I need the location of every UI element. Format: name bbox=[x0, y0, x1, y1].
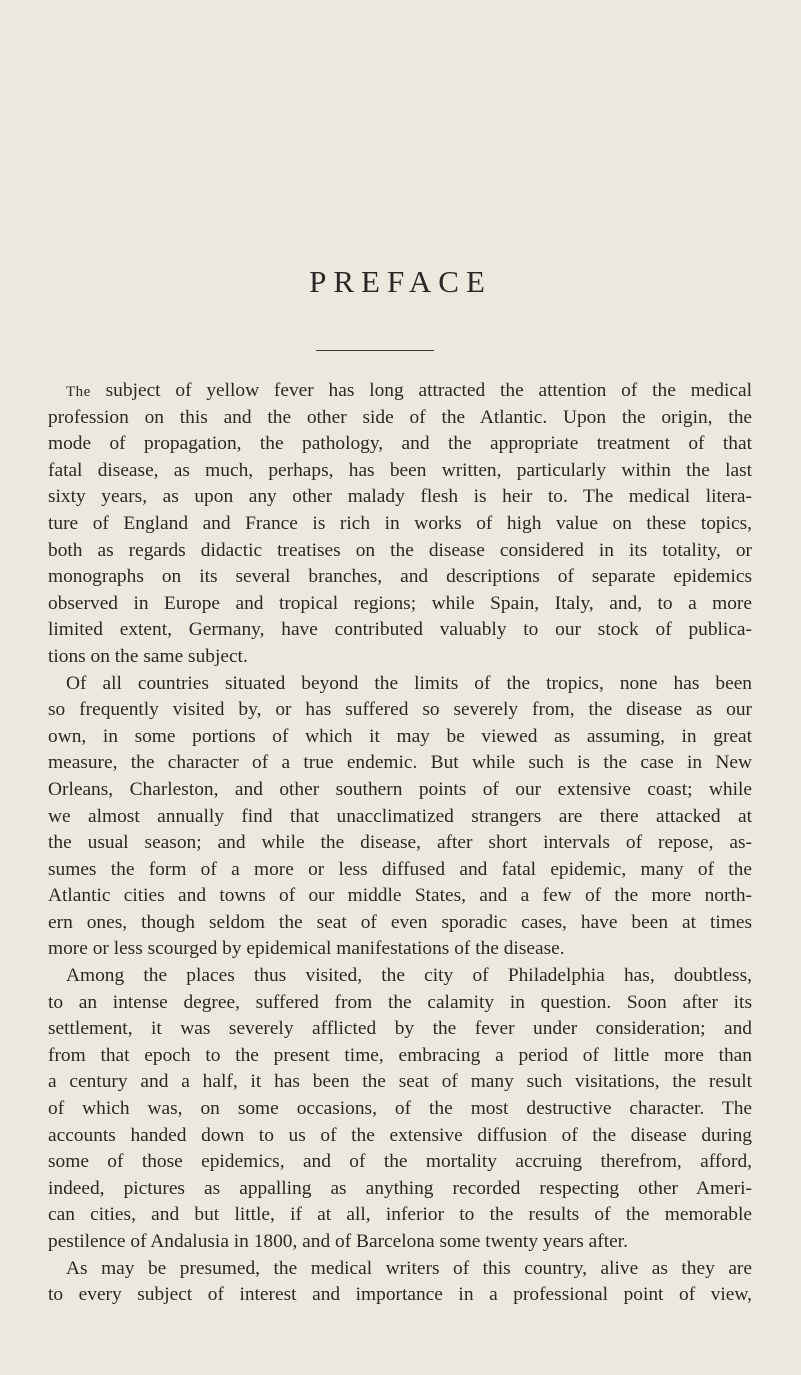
text-line: some of those epidemics, and of the mortality accruing therefrom, afford, bbox=[48, 1151, 752, 1173]
text-line: observed in Europe and tropical regions; while Spain, Italy, and, to a more bbox=[48, 592, 752, 614]
page-title: PREFACE bbox=[309, 264, 492, 299]
text-line: indeed, pictures as appalling as anything recorded respecting other Ameri- bbox=[48, 1177, 752, 1199]
text-line: As may be presumed, the medical writers of this country, alive as they are bbox=[66, 1257, 752, 1279]
text-line: monographs on its several branches, and descriptions of separate epidemics bbox=[48, 566, 752, 588]
text-line: pestilence of Andalusia in 1800, and of Barcelona some twenty years after. bbox=[48, 1231, 628, 1252]
title-rule bbox=[316, 350, 434, 351]
text-line: mode of propagation, the pathology, and the appropriate treatment of that bbox=[48, 433, 752, 455]
text-line: profession on this and the other side of the Atlantic. Upon the origin, the bbox=[48, 406, 752, 428]
text-line: Of all countries situated beyond the limits of the tropics, none has been bbox=[66, 672, 752, 694]
text-line: from that epoch to the present time, embracing a period of little more than bbox=[48, 1044, 752, 1066]
text-line: sixty years, as upon any other malady flesh is heir to. The medical litera- bbox=[48, 486, 752, 508]
text-line: to every subject of interest and importance in a professional point of view, bbox=[48, 1284, 752, 1306]
text-line: settlement, it was severely afflicted by the fever under consideration; and bbox=[48, 1018, 752, 1040]
text-line: more or less scourged by epidemical manifestations of the disease. bbox=[48, 938, 565, 960]
first-word: The bbox=[66, 384, 91, 400]
text-line: of which was, on some occasions, of the most destructive character. The bbox=[48, 1098, 752, 1120]
text-line: a century and a half, it has been the seat of many such visitations, the result bbox=[48, 1071, 752, 1093]
text-line: accounts handed down to us of the extensive diffusion of the disease during bbox=[48, 1124, 752, 1146]
text-line: so frequently visited by, or has suffered so severely from, the disease as our bbox=[48, 699, 752, 721]
text-line: ture of England and France is rich in works of high value on these topics, bbox=[48, 512, 752, 534]
text-line: we almost annually find that unacclimatized strangers are there attacked at bbox=[48, 805, 752, 827]
text-line: tions on the same subject. bbox=[48, 645, 248, 667]
text-line: can cities, and but little, if at all, inferior to the results of the memorable bbox=[48, 1204, 752, 1226]
text-line: the usual season; and while the disease, after short intervals of repose, as- bbox=[48, 832, 752, 854]
text-line: Atlantic cities and towns of our middle States, and a few of the more north- bbox=[48, 885, 752, 907]
text-line: both as regards didactic treatises on the disease considered in its totality, or bbox=[48, 539, 752, 561]
text-line: own, in some portions of which it may be viewed as assuming, in great bbox=[48, 725, 752, 747]
text-line: measure, the character of a true endemic. But while such is the case in New bbox=[48, 752, 752, 774]
text-line: Orleans, Charleston, and other southern points of our extensive coast; while bbox=[48, 778, 752, 800]
text-line: Among the places thus visited, the city of Philadelphia has, doubtless, bbox=[66, 965, 752, 987]
text-line: fatal disease, as much, perhaps, has been written, particularly within the last bbox=[48, 459, 752, 481]
text-line: The subject of yellow fever has long attracted the attention of the medical bbox=[66, 380, 752, 401]
text-line: limited extent, Germany, have contributed valuably to our stock of publica- bbox=[48, 619, 752, 641]
preface-text bbox=[48, 378, 752, 1309]
text-line: to an intense degree, suffered from the calamity in question. Soon after its bbox=[48, 991, 752, 1013]
text-line: ern ones, though seldom the seat of even sporadic cases, have been at times bbox=[48, 911, 752, 933]
text-line: sumes the form of a more or less diffused and fatal epidemic, many of the bbox=[48, 858, 752, 880]
